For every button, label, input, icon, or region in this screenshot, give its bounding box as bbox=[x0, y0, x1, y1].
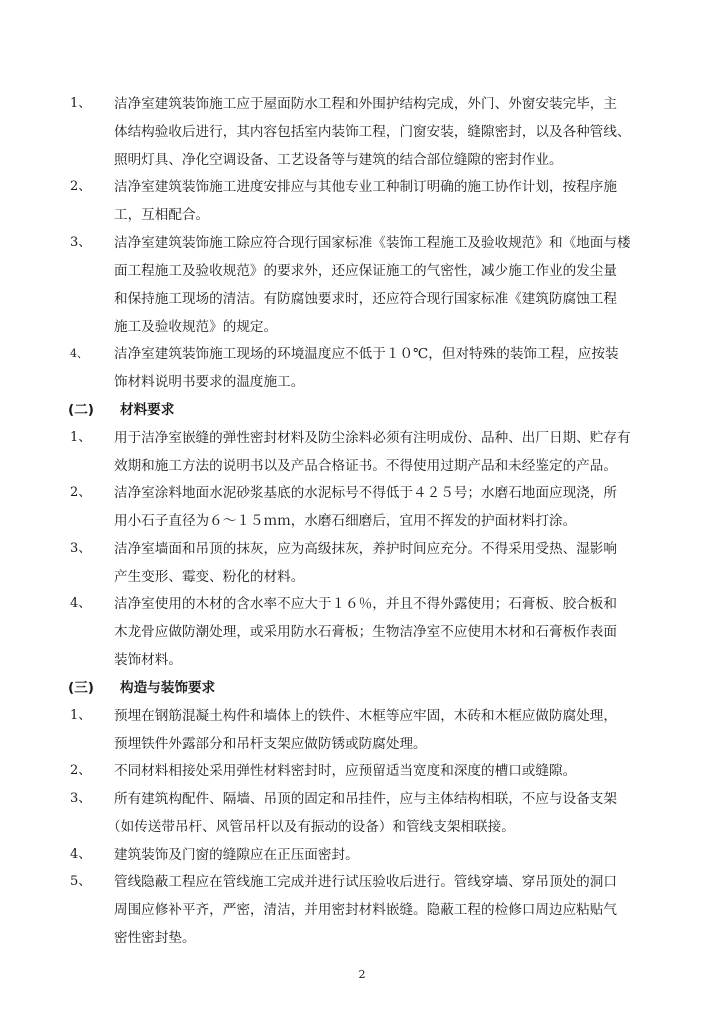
item-text-line: 洁净室使用的木材的含水率不应大于１６％，并且不得外露使用；石膏板、胶合板和 bbox=[114, 596, 617, 612]
item-text-line: 木龙骨应做防潮处理，或采用防水石膏板；生物洁净室不应使用木材和石膏板作表面 bbox=[114, 624, 617, 640]
item-text-line: 周围应修补平齐，严密，清洁，并用密封材料嵌缝。隐蔽工程的检修口周边应粘贴气 bbox=[114, 902, 617, 918]
item-text-line: 预埋铁件外露部分和吊杆支架应做防锈或防腐处理。 bbox=[114, 736, 427, 752]
item-text-line: 施工及验收规范》的规定。 bbox=[114, 319, 278, 335]
item-text-line: 洁净室涂料地面水泥砂浆基底的水泥标号不得低于４２５号；水磨石地面应现浇，所 bbox=[114, 485, 617, 501]
item-number: 2、 bbox=[70, 485, 92, 500]
item-text-line: 面工程施工及验收规范》的要求外，还应保证施工的气密性，减少施工作业的发尘量 bbox=[114, 263, 617, 279]
item-number: 5、 bbox=[70, 874, 92, 889]
item-text-line: 密性密封垫。 bbox=[114, 930, 196, 946]
section-number: (三) bbox=[68, 680, 95, 696]
item-text-line: （如传送带吊杆、风管吊杆以及有振动的设备）和管线支架相联接。 bbox=[107, 819, 515, 835]
item-text-line: 洁净室建筑装饰施工现场的环境温度应不低于１０℃，但对特殊的装饰工程，应按装 bbox=[114, 346, 619, 362]
item-text-line: 用于洁净室嵌缝的弹性密封材料及防尘涂料必须有注明成份、品种、出厂日期、贮存有 bbox=[114, 430, 631, 446]
item-number: 1、 bbox=[70, 708, 92, 723]
item-text-line: 工，互相配合。 bbox=[114, 207, 210, 223]
item-number: 1、 bbox=[70, 430, 92, 445]
item-text-line: 洁净室墙面和吊顶的抹灰，应为高级抹灰，养护时间应充分。不得采用受热、湿影响 bbox=[114, 541, 617, 557]
item-text-line: 不同材料相接处采用弹性材料密封时，应预留适当宽度和深度的槽口或缝隙。 bbox=[114, 763, 577, 779]
item-text-line: 效期和施工方法的说明书以及产品合格证书。不得使用过期产品和未经鉴定的产品。 bbox=[114, 458, 617, 474]
item-text-line: 照明灯具、净化空调设备、工艺设备等与建筑的结合部位缝隙的密封作业。 bbox=[114, 152, 563, 168]
item-text-line: 装饰材料。 bbox=[114, 652, 182, 668]
section-title: 构造与装饰要求 bbox=[120, 680, 216, 696]
item-number: 4、 bbox=[70, 596, 92, 611]
item-number: 4、 bbox=[70, 847, 92, 862]
item-text-line: 预埋在钢筋混凝土构件和墙体上的铁件、木框等应牢固，木砖和木框应做防腐处理， bbox=[114, 708, 617, 724]
item-text-line: 所有建筑构配件、隔墙、吊顶的固定和吊挂件，应与主体结构相联，不应与设备支架 bbox=[114, 791, 617, 807]
item-text-line: 洁净室建筑装饰施工应于屋面防水工程和外围护结构完成，外门、外窗安装完毕，主 bbox=[114, 96, 617, 112]
item-text-line: 管线隐蔽工程应在管线施工完成并进行试压验收后进行。管线穿墙、穿吊顶处的洞口 bbox=[114, 874, 617, 890]
item-number: 3、 bbox=[70, 235, 92, 250]
item-text-line: 洁净室建筑装饰施工除应符合现行国家标准《装饰工程施工及验收规范》和《地面与楼 bbox=[114, 235, 631, 251]
item-number: 3、 bbox=[70, 541, 92, 556]
page-number: 2 bbox=[358, 968, 366, 981]
item-text-line: 用小石子直径为６～１５ｍｍ，水磨石细磨后，宜用不挥发的护面材料打涂。 bbox=[114, 513, 577, 529]
item-number: 1、 bbox=[70, 96, 92, 111]
item-text-line: 饰材料说明书要求的温度施工。 bbox=[114, 374, 305, 390]
item-number: 4、 bbox=[70, 347, 88, 360]
item-text-line: 产生变形、霉变、粉化的材料。 bbox=[114, 569, 305, 585]
section-title: 材料要求 bbox=[120, 402, 175, 418]
item-number: 3、 bbox=[70, 791, 92, 806]
section-number: (二) bbox=[68, 402, 95, 418]
item-text-line: 体结构验收后进行，其内容包括室内装饰工程，门窗安装，缝隙密封，以及各种管线、 bbox=[114, 124, 631, 140]
item-text-line: 和保持施工现场的清洁。有防腐蚀要求时，还应符合现行国家标准《建筑防腐蚀工程 bbox=[114, 291, 617, 307]
item-text-line: 洁净室建筑装饰施工进度安排应与其他专业工种制订明确的施工协作计划，按程序施 bbox=[114, 179, 617, 195]
item-number: 2、 bbox=[70, 763, 92, 778]
item-text-line: 建筑装饰及门窗的缝隙应在正压面密封。 bbox=[114, 847, 359, 863]
item-number: 2、 bbox=[70, 179, 92, 194]
